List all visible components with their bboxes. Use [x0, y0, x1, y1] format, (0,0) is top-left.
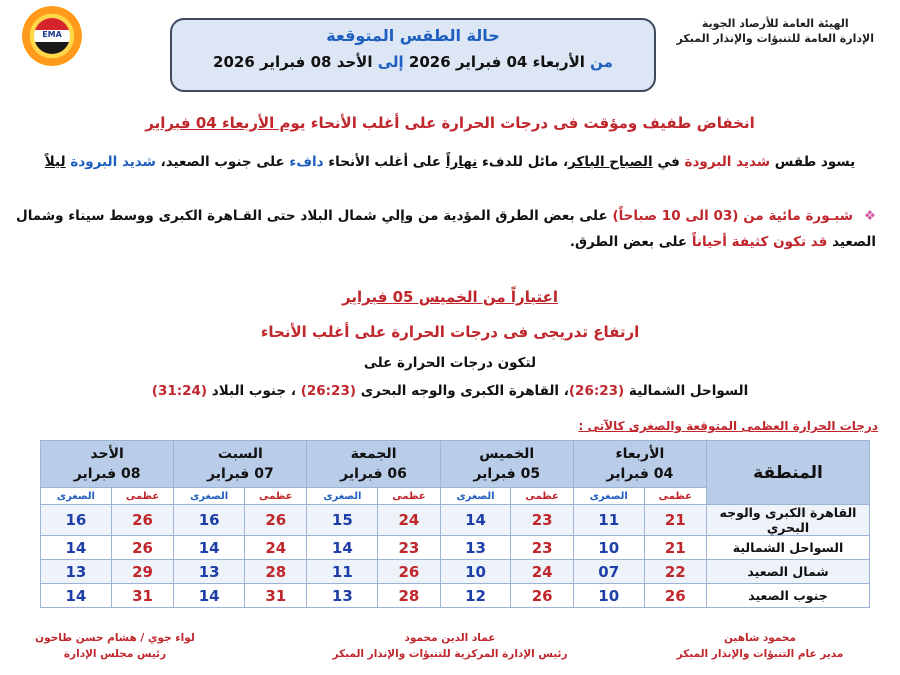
day-name: السبت	[217, 446, 263, 462]
max-temp: 26	[245, 505, 307, 536]
outlook-rise: ارتفاع تدريجى فى درجات الحرارة على أغلب الأنحاء	[260, 323, 640, 341]
min-temp: 11	[307, 560, 378, 584]
day-name: الأحد	[90, 446, 124, 462]
max-temp: 31	[111, 584, 173, 608]
day-name: الأربعاء	[615, 446, 665, 462]
fog-end: على بعض الطرق.	[569, 234, 688, 250]
weather-summary	[20, 154, 880, 170]
organization-name	[677, 16, 874, 46]
min-temp: 10	[573, 536, 644, 560]
signature-right	[660, 630, 860, 662]
org-line-2: الإدارة العامة للتنبؤات والإنذار المبكر	[676, 32, 874, 45]
max-temp: 23	[511, 536, 573, 560]
outlook-region-name: ، القاهرة الكبرى والوجه البحرى	[360, 383, 569, 399]
to-word: إلى	[377, 53, 404, 71]
max-temp: 22	[644, 560, 706, 584]
org-line-1: الهيئة العامة للأرصاد الجوية	[701, 17, 849, 30]
min-temp: 15	[307, 505, 378, 536]
region-header: المنطقة	[707, 441, 870, 505]
summary-night: ليلاً	[44, 154, 66, 170]
table-row	[41, 505, 870, 536]
summary-part: على جنوب الصعيد،	[160, 154, 285, 170]
min-temp: 10	[573, 584, 644, 608]
day-date: 05 فبراير	[473, 466, 541, 482]
max-temp: 26	[378, 560, 440, 584]
min-temp: 14	[307, 536, 378, 560]
region-name: جنوب الصعيد	[707, 584, 870, 608]
bullet-star-icon: ❖	[863, 208, 876, 224]
signer-role: رئيس مجلس الإدارة	[63, 648, 167, 660]
min-temp: 16	[174, 505, 245, 536]
max-temp: 28	[378, 584, 440, 608]
max-temp: 21	[644, 505, 706, 536]
min-temp: 14	[174, 536, 245, 560]
date-from: الأربعاء 04 فبراير 2026	[408, 53, 585, 71]
outlook-region-range: (31:24)	[151, 383, 208, 399]
day-date: 04 فبراير	[606, 466, 674, 482]
min-temp: 14	[174, 584, 245, 608]
max-temp: 24	[378, 505, 440, 536]
outlook-from: اعتباراً من الخميس 05 فبراير	[342, 288, 558, 306]
max-temp: 24	[245, 536, 307, 560]
min-temp: 10	[440, 560, 511, 584]
max-temp: 28	[245, 560, 307, 584]
max-temp: 21	[644, 536, 706, 560]
summary-part: على أغلب الأنحاء	[328, 154, 442, 170]
day-header	[440, 441, 573, 488]
table-row	[41, 536, 870, 560]
fog-warning	[16, 203, 876, 255]
min-temp: 13	[174, 560, 245, 584]
day-name: الخميس	[479, 446, 535, 462]
outlook-region-name: ، جنوب البلاد	[211, 383, 296, 399]
fog-time: شبـورة مائية من (03 الى 10 صباحاً)	[612, 208, 854, 224]
day-header	[41, 441, 174, 488]
min-label: الصغرى	[174, 488, 245, 505]
summary-warm: دافء	[289, 154, 324, 170]
max-label: عظمى	[644, 488, 706, 505]
max-temp: 26	[511, 584, 573, 608]
ema-logo	[22, 6, 82, 66]
day-header	[573, 441, 706, 488]
outlook-region-name: السواحل الشمالية	[628, 383, 749, 399]
fog-areas: على بعض الطرق المؤدية من وإلي شمال البلاد حتى القـاهرة الكبرى ووسط سيناء وشمال الصعيد	[16, 208, 876, 250]
min-temp: 14	[440, 505, 511, 536]
max-label: عظمى	[245, 488, 307, 505]
headline	[0, 114, 900, 132]
table-caption: درجات الحرارة العظمى المتوقعة والصغرى كالآتى :	[578, 419, 878, 433]
min-temp: 13	[307, 584, 378, 608]
fog-dense: قد تكون كثيفة أحياناً	[691, 234, 828, 250]
outlook-then: لتكون درجات الحرارة على	[363, 355, 537, 371]
min-label: الصغرى	[41, 488, 112, 505]
date-to: الأحد 08 فبراير 2026	[213, 53, 373, 71]
max-label: عظمى	[511, 488, 573, 505]
summary-part: ، مائل للدفء	[482, 154, 569, 170]
date-from-prefix: من	[590, 53, 613, 71]
summary-daytime: نهاراً	[445, 154, 478, 170]
signer-role: رئيس الإدارة المركزية للتنبؤات والإنذار المبكر	[332, 648, 568, 660]
signature-left	[20, 630, 210, 662]
region-name: السواحل الشمالية	[707, 536, 870, 560]
temperature-table	[40, 440, 870, 608]
region-name: القاهرة الكبرى والوجه البحري	[707, 505, 870, 536]
summary-part: يسود طقس	[774, 154, 856, 170]
outlook-region-range: (26:23)	[300, 383, 357, 399]
max-temp: 23	[511, 505, 573, 536]
max-temp: 26	[111, 536, 173, 560]
summary-early-morning: الصباح الباكر	[568, 154, 653, 170]
signer-name: محمود شاهين	[723, 632, 797, 644]
day-date: 08 فبراير	[73, 466, 141, 482]
max-label: عظمى	[111, 488, 173, 505]
region-name: شمال الصعيد	[707, 560, 870, 584]
min-label: الصغرى	[573, 488, 644, 505]
day-date: 07 فبراير	[206, 466, 274, 482]
headline-highlight: يوم الأربعاء 04 فبراير	[145, 114, 306, 132]
min-temp: 13	[440, 536, 511, 560]
outlook-regions	[0, 383, 900, 399]
max-temp: 26	[111, 505, 173, 536]
signer-name: لواء جوي / هشام حسن طاحون	[35, 632, 195, 644]
summary-part: في	[657, 154, 680, 170]
max-temp: 24	[511, 560, 573, 584]
max-temp: 29	[111, 560, 173, 584]
max-temp: 23	[378, 536, 440, 560]
day-name: الجمعة	[350, 446, 397, 462]
report-date-range	[172, 53, 654, 71]
outlook-region-range: (26:23)	[568, 383, 625, 399]
headline-text: انخفاض طفيف ومؤقت فى درجات الحرارة على أغلب الأنحاء	[310, 114, 755, 132]
max-temp: 31	[245, 584, 307, 608]
min-temp: 14	[41, 584, 112, 608]
min-label: الصغرى	[307, 488, 378, 505]
min-label: الصغرى	[440, 488, 511, 505]
day-date: 06 فبراير	[340, 466, 407, 482]
min-temp: 13	[41, 560, 112, 584]
signer-name: عماد الدين محمود	[404, 632, 496, 644]
summary-very-cold: شديد البرودة	[684, 154, 771, 170]
max-temp: 26	[644, 584, 706, 608]
signature-center	[300, 630, 600, 662]
logo-text: EMA	[42, 30, 62, 39]
min-temp: 11	[573, 505, 644, 536]
summary-very-cold-night: شديد البرودة	[70, 154, 156, 170]
day-header	[174, 441, 307, 488]
day-header	[307, 441, 440, 488]
table-row	[41, 584, 870, 608]
table-row	[41, 560, 870, 584]
report-title: حالة الطقس المتوقعة	[326, 26, 500, 45]
min-temp: 14	[41, 536, 112, 560]
report-header	[170, 18, 656, 92]
min-temp: 12	[440, 584, 511, 608]
min-temp: 16	[41, 505, 112, 536]
signer-role: مدير عام التنبؤات والإنذار المبكر	[676, 648, 844, 660]
max-label: عظمى	[378, 488, 440, 505]
min-temp: 07	[573, 560, 644, 584]
